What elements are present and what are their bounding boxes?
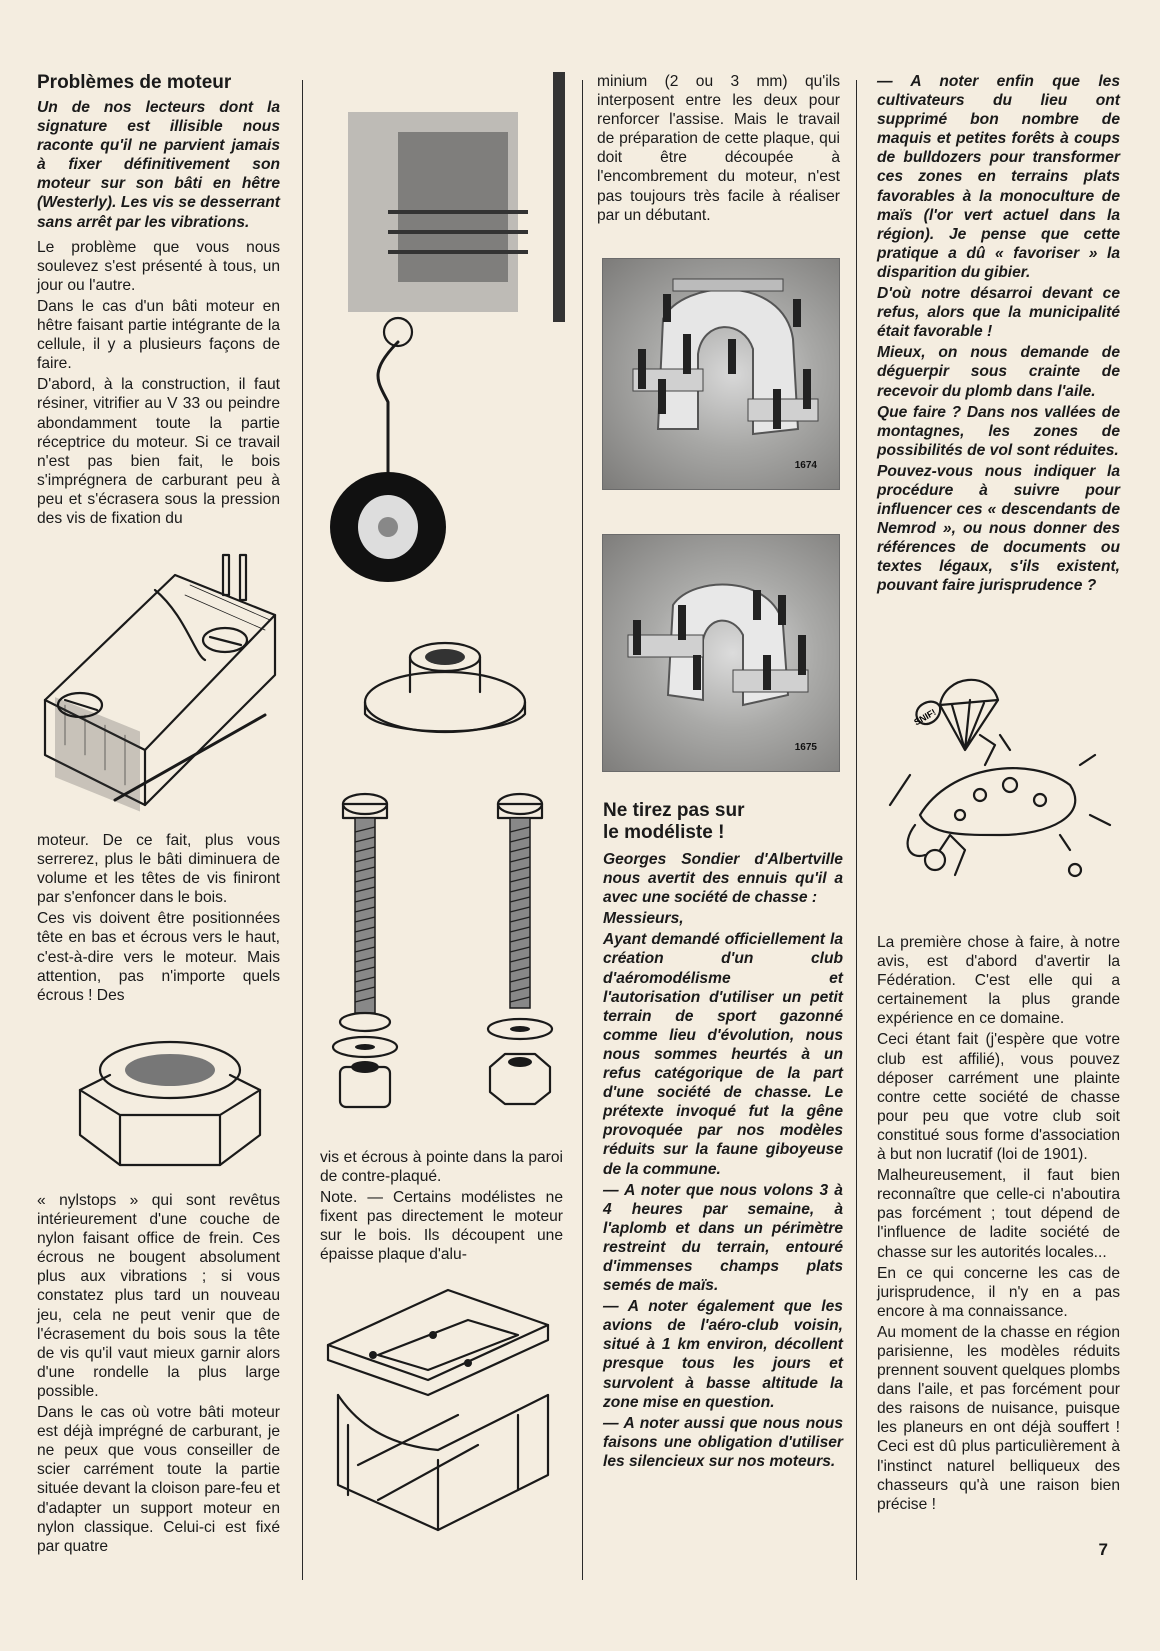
photo-number-1675: 1675	[794, 742, 817, 753]
column-3-top	[597, 72, 840, 227]
article1-p10: minium (2 ou 3 mm) qu'ils interposent entre les deux pour renforcer l'assise. Mais le travail de préparation de cette plaque, qui doit être découpée à l'encombrement du moteur, n'est pas toujours très facile à réaliser par un débutant.	[597, 73, 840, 224]
article1-heading: Problèmes de moteur	[37, 72, 232, 93]
letter-paragraph-7: Mieux, on nous demande de déguerpir sous crainte de recevoir du plomb dans l'aile.	[877, 344, 1120, 400]
letter-paragraph-8: Que faire ? Dans nos vallées de montagnes, les zones de possibilités de vol sont réduites.	[877, 403, 1120, 459]
column-3-article2	[603, 800, 843, 1473]
column-1-bottom	[37, 1191, 280, 1558]
article1-intro: Un de nos lecteurs dont la signature est illisible nous raconte qu'il ne parvient jamais à fixer définitivement son moteur sur son bâti en hêtre (Westerly). Les vis se desserrant sans arrêt par les vibrations.	[37, 99, 280, 231]
column-4-answer	[877, 933, 1120, 1516]
answer-paragraph-3: Malheureusement, il faut bien reconnaître que celle-ci n'aboutira pas forcément ; tout dépend de l'influence de ladite société de chasse sur les autorités locales...	[877, 1167, 1120, 1261]
article2-heading: Ne tirez pas sur le modéliste !	[603, 800, 745, 843]
page-number: 7	[1098, 1540, 1108, 1559]
letter-paragraph-9: Pouvez-vous nous indiquer la procédure à suivre pour influencer ces « descendants de Nemrod », ou nous donner des références de documents ou textes légaux, s'ils existent, pouvant faire jurisprudence ?	[877, 462, 1120, 595]
screws-drawing	[320, 792, 565, 1142]
column-rule-3	[856, 80, 857, 1580]
answer-paragraph-1: La première chose à faire, à notre avis, est d'abord d'avertir la Fédération. C'est elle qui a certainement la plus grande expérience en ce domaine.	[877, 934, 1120, 1028]
answer-paragraph-5: Au moment de la chasse en région parisienne, les modèles réduits prennent souvent quelques plombs dans l'aile, et pas forcément pour des raisons de nuisance, puisque les planeurs en ont déjà souffert ! Ceci est dû plus particulièrement à l'instinct naturel belliqueux des chasseurs qu'à une raison bien précise !	[877, 1323, 1120, 1513]
letter-paragraph-2: — A noter que nous volons 3 à 4 heures par semaine, à l'aplomb et dans un périmètre restreint du terrain, entouré d'immenses champs plats semés de maïs.	[603, 1181, 843, 1295]
photo-1675	[602, 534, 840, 772]
t-nut-drawing	[355, 632, 535, 742]
engine-landing-gear-drawing	[328, 72, 568, 592]
article1-p7: Dans le cas où votre bâti moteur est déjà imprégné de carburant, je ne peux que vous conseiller de scier carrément toute la partie située devant la cloison pare-feu et d'adapter un support moteur en nylon classique. Celui-ci est fixé par quatre	[37, 1404, 280, 1555]
article1-p4: moteur. De ce fait, plus vous serrerez, plus le bâti diminuera de volume et les têtes de vis finiront par s'enfoncer dans le bois.	[37, 832, 280, 907]
photo-1674	[602, 258, 840, 490]
aluminium-plate-drawing	[318, 1285, 568, 1575]
letter-paragraph-5: — A noter enfin que les cultivateurs du lieu ont supprimé bon nombre de maquis et petites forêts à coups de bulldozers pour transformer ces zones en terrains plats favorables à la monoculture de maïs (l'or vert actuel dans la région). Je pense que cette pratique a dû « favoriser » la disparition du gibier.	[877, 73, 1120, 281]
answer-paragraph-4: En ce qui concerne les cas de jurisprudence, il n'y en a pas encore à ma connaissance.	[877, 1264, 1120, 1320]
cartoon-word: SNIF!	[912, 706, 938, 728]
column-rule-2	[582, 80, 583, 1580]
article2-intro: Georges Sondier d'Albertville nous avertit des ennuis qu'il a avec une société de chasse :	[603, 851, 843, 907]
article1-p5: Ces vis doivent être positionnées tête en bas et écrous vers le haut, c'est-à-dire vers le moteur. Mais attention, pas n'importe quels écrous ! Des	[37, 910, 280, 1004]
article1-p6: « nylstops » qui sont revêtus intérieurement d'une couche de nylon faisant office de frein. Ces écrous ne bougent absolument plus aux vibrations ; si vous constatez plus tard un nouveau jeu, cela ne peut venir que de l'écrasement du bois sous la tête de vis qu'il vaut mieux garnir alors d'une rondelle la plus large possible.	[37, 1192, 280, 1400]
column-1-middle	[37, 831, 280, 1007]
letter-paragraph-6: D'où notre désarroi devant ce refus, alors que la municipalité était favorable !	[877, 285, 1120, 341]
photo-number-1674: 1674	[794, 460, 817, 471]
article2-salutation: Messieurs,	[603, 910, 684, 928]
column-1-top	[37, 72, 280, 530]
answer-paragraph-2: Ceci étant fait (j'espère que votre club est affilié), vous pouvez déposer carrément une plainte contre cette société de chasse pour peu que votre club soit constitué sous forme d'association à but non lucratif (loi de 1901).	[877, 1031, 1120, 1164]
article1-p9: Note. — Certains modélistes ne fixent pas directement le moteur sur le bois. Ils découpent une épaisse plaque d'alu-	[320, 1189, 563, 1264]
letter-paragraph-1: Ayant demandé officiellement la création d'un club d'aéromodélisme et l'autorisation d'utiliser un petit terrain de sport gazonné comme lieu d'évolution, nous nous sommes heurtés à un refus catégorique de la part d'une société de chasse. Le prétexte invoqué fut la gêne provoquée par nos modèles réduits sur la faune giboyeuse de la commune.	[603, 931, 843, 1178]
nylstop-nut-drawing	[70, 1035, 270, 1185]
article1-p8: vis et écrous à pointe dans la paroi de contre-plaqué.	[320, 1149, 563, 1186]
letter-paragraph-3: — A noter également que les avions de l'aéro-club voisin, situé à 1 km environ, décollent presque tous les jours et survolent à basse altitude la zone mise en question.	[603, 1298, 843, 1411]
column-rule-1	[302, 80, 303, 1580]
column-4-top	[877, 72, 1120, 598]
column-2-middle	[320, 1148, 563, 1267]
letter-paragraph-4: — A noter aussi que nous nous faisons une obligation d'utiliser les silencieux sur nos moteurs.	[603, 1414, 843, 1470]
article1-p1: Le problème que vous nous soulevez s'est présenté à tous, un jour ou l'autre.	[37, 238, 280, 294]
article1-p2: Dans le cas d'un bâti moteur en hêtre faisant partie intégrante de la cellule, il y a plusieurs façons de faire.	[37, 297, 280, 373]
wood-block-drawing	[25, 555, 295, 815]
cartoon-shot-plane	[880, 675, 1120, 915]
article1-p3: D'abord, à la construction, il faut résiner, vitrifier au V 33 ou peindre abondamment toute la partie réceptrice du moteur. Si ce travail n'est pas bien fait, le bois s'imprégnera de carburant peu à peu et s'écrasera sous la pression des vis de fixation du	[37, 376, 280, 527]
